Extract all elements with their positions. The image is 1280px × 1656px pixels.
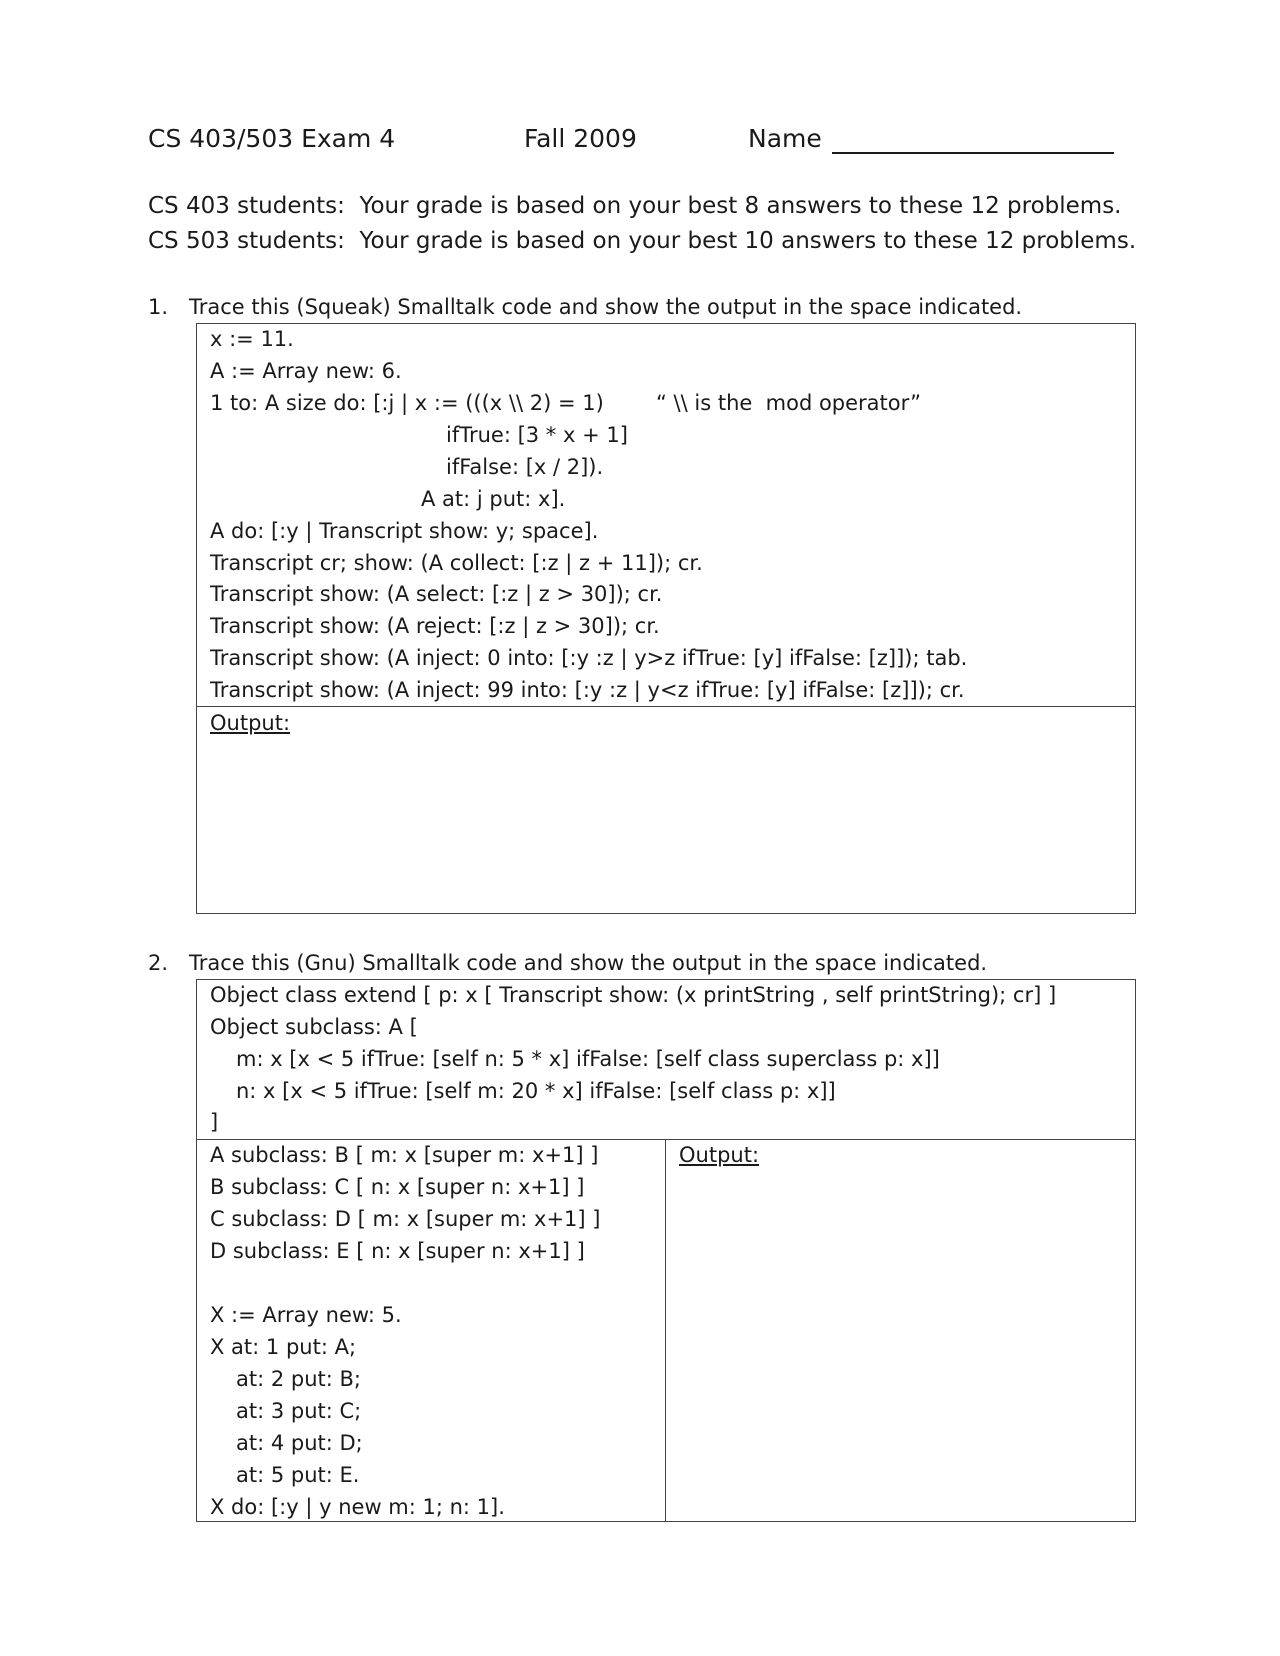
problem-1-divider (196, 706, 1136, 707)
p1-code-comment: “ \\ is the mod operator” (656, 391, 922, 415)
p1-code-line-4: ifTrue: [3 * x + 1] (446, 423, 628, 447)
problem-2-number: 2. (148, 951, 169, 975)
p2-code-top-5: ] (210, 1110, 219, 1134)
name-blank-line (832, 152, 1114, 154)
p1-code-line-9: Transcript show: (A select: [:z | z > 30]); cr. (210, 582, 663, 606)
exam-title: CS 403/503 Exam 4 (148, 124, 396, 153)
p1-code-line-10: Transcript show: (A reject: [:z | z > 30]); cr. (210, 614, 660, 638)
p2-code-left-2: B subclass: C [ n: x [super n: x+1] ] (210, 1175, 585, 1199)
p2-code-left-7: at: 2 put: B; (236, 1367, 361, 1391)
p1-code-line-2: A := Array new: 6. (210, 359, 402, 383)
problem-1-prompt: Trace this (Squeak) Smalltalk code and show the output in the space indicated. (189, 295, 1023, 319)
p1-code-line-8: Transcript cr; show: (A collect: [:z | z + 11]); cr. (210, 551, 703, 575)
p2-code-top-2: Object subclass: A [ (210, 1015, 418, 1039)
p1-code-line-5: ifFalse: [x / 2]). (446, 455, 604, 479)
problem-1-number: 1. (148, 295, 169, 319)
p2-code-top-3: m: x [x < 5 ifTrue: [self n: 5 * x] ifFalse: [self class superclass p: x]] (236, 1047, 940, 1071)
p1-code-line-1: x := 11. (210, 327, 294, 351)
problem-2-prompt: Trace this (Gnu) Smalltalk code and show the output in the space indicated. (189, 951, 988, 975)
exam-term: Fall 2009 (524, 124, 637, 153)
p2-code-left-9: at: 4 put: D; (236, 1431, 363, 1455)
p2-code-left-10: at: 5 put: E. (236, 1463, 360, 1487)
p2-code-left-6: X at: 1 put: A; (210, 1335, 357, 1359)
p2-code-left-4: D subclass: E [ n: x [super n: x+1] ] (210, 1239, 585, 1263)
p2-code-left-8: at: 3 put: C; (236, 1399, 362, 1423)
p1-code-line-12: Transcript show: (A inject: 99 into: [:y :z | y<z ifTrue: [y] ifFalse: [z]]); cr. (210, 678, 965, 702)
p1-code-line-6: A at: j put: x]. (421, 487, 566, 511)
instruction-cs503: CS 503 students: Your grade is based on your best 10 answers to these 12 problems. (148, 228, 1137, 254)
p2-code-top-1: Object class extend [ p: x [ Transcript show: (x printString , self printString); cr] ] (210, 983, 1057, 1007)
instruction-cs403: CS 403 students: Your grade is based on your best 8 answers to these 12 problems. (148, 193, 1122, 219)
p2-code-top-4: n: x [x < 5 ifTrue: [self m: 20 * x] ifFalse: [self class p: x]] (236, 1079, 836, 1103)
p1-code-line-3: 1 to: A size do: [:j | x := (((x \\ 2) = 1) (210, 391, 604, 415)
p2-code-left-5: X := Array new: 5. (210, 1303, 402, 1327)
p1-code-line-11: Transcript show: (A inject: 0 into: [:y :z | y>z ifTrue: [y] ifFalse: [z]]); tab. (210, 646, 968, 670)
p2-code-left-1: A subclass: B [ m: x [super m: x+1] ] (210, 1143, 599, 1167)
name-label: Name (748, 124, 822, 153)
p2-code-left-11: X do: [:y | y new m: 1; n: 1]. (210, 1495, 505, 1519)
p2-output-label: Output: (679, 1143, 760, 1167)
p2-code-left-3: C subclass: D [ m: x [super m: x+1] ] (210, 1207, 601, 1231)
p1-output-label: Output: (210, 711, 291, 735)
problem-2-column-divider (665, 1139, 666, 1522)
problem-2-divider (196, 1139, 1136, 1140)
p1-code-line-7: A do: [:y | Transcript show: y; space]. (210, 519, 599, 543)
